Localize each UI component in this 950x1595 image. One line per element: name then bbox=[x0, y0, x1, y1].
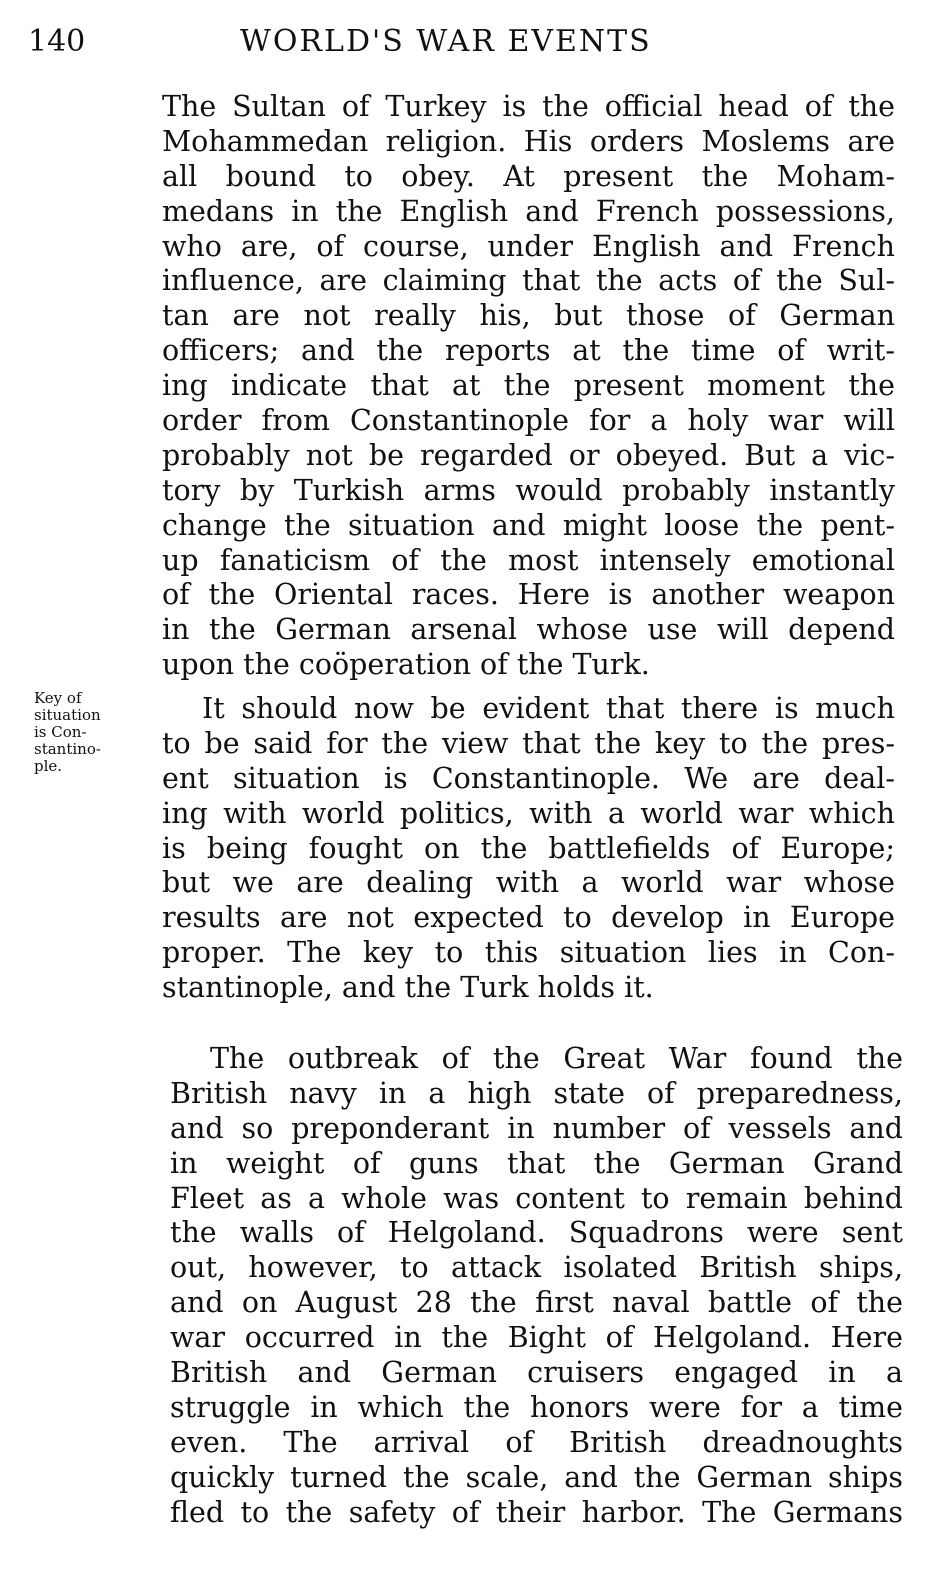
text-line: struggle in which the honors were for a time bbox=[170, 1390, 903, 1424]
text-line: medans in the English and French possessions, bbox=[162, 194, 895, 228]
text-line: ent situation is Constantinople. We are deal- bbox=[162, 761, 895, 795]
text-line: in the German arsenal whose use will depend bbox=[162, 613, 895, 647]
text-line: who are, of course, under English and French bbox=[162, 229, 895, 263]
margin-note-line: Key of bbox=[34, 689, 82, 707]
text-line: upon the coöperation of the Turk. bbox=[162, 648, 650, 682]
text-line: probably not be regarded or obeyed. But a vic- bbox=[162, 438, 895, 472]
text-line: the walls of Helgoland. Squadrons were sent bbox=[170, 1216, 903, 1250]
text-line: is being fought on the battlefields of Europe; bbox=[162, 831, 895, 865]
text-line: and on August 28 the first naval battle of the bbox=[170, 1286, 903, 1320]
text-line: It should now be evident that there is much bbox=[202, 692, 895, 725]
text-line: up fanaticism of the most intensely emotional bbox=[162, 543, 895, 577]
text-line: British navy in a high state of preparedness, bbox=[170, 1076, 903, 1110]
paragraph-sultan bbox=[162, 90, 895, 683]
text-line: war occurred in the Bight of Helgoland. Here bbox=[170, 1321, 903, 1355]
text-line: stantinople, and the Turk holds it. bbox=[162, 971, 654, 1005]
text-line: out, however, to attack isolated British ships, bbox=[170, 1251, 903, 1285]
text-line: order from Constantinople for a holy war will bbox=[162, 404, 895, 438]
text-line: all bound to obey. At present the Moham- bbox=[162, 159, 895, 193]
text-line: results are not expected to develop in Europe bbox=[162, 901, 895, 935]
margin-note bbox=[34, 690, 154, 775]
text-line: proper. The key to this situation lies in Con- bbox=[162, 936, 895, 970]
text-line: ing indicate that at the present moment the bbox=[162, 369, 895, 403]
text-line: and so preponderant in number of vessels and bbox=[170, 1111, 903, 1145]
text-line: officers; and the reports at the time of writ- bbox=[162, 334, 895, 368]
text-line: tan are not really his, but those of German bbox=[162, 299, 895, 333]
text-line: ing with world politics, with a world war which bbox=[162, 796, 895, 830]
text-line: fled to the safety of their harbor. The Germans bbox=[170, 1495, 903, 1529]
running-head: WORLD'S WAR EVENTS bbox=[240, 24, 652, 59]
margin-note-line: situation bbox=[34, 706, 101, 724]
paragraph-constantinople bbox=[162, 692, 895, 1006]
text-line: The outbreak of the Great War found the bbox=[210, 1042, 903, 1075]
text-line: tory by Turkish arms would probably instantly bbox=[162, 473, 895, 507]
text-line: change the situation and might loose the pent- bbox=[162, 508, 895, 542]
text-line: The Sultan of Turkey is the official head of the bbox=[162, 90, 895, 123]
text-line: to be said for the view that the key to the pres- bbox=[162, 726, 895, 760]
text-line: even. The arrival of British dreadnoughts bbox=[170, 1425, 903, 1459]
text-line: Fleet as a whole was content to remain behind bbox=[170, 1181, 903, 1215]
text-line: of the Oriental races. Here is another weapon bbox=[162, 578, 895, 612]
margin-note-line: stantino- bbox=[34, 740, 101, 758]
text-line: but we are dealing with a world war whose bbox=[162, 866, 895, 900]
margin-note-line: is Con- bbox=[34, 723, 87, 741]
page-number: 140 bbox=[28, 24, 86, 59]
text-line: British and German cruisers engaged in a bbox=[170, 1356, 903, 1390]
text-line: Mohammedan religion. His orders Moslems are bbox=[162, 124, 895, 158]
text-line: quickly turned the scale, and the German ships bbox=[170, 1460, 903, 1494]
text-line: influence, are claiming that the acts of the Sul- bbox=[162, 264, 895, 298]
text-line: in weight of guns that the German Grand bbox=[170, 1146, 903, 1180]
margin-note-line: ple. bbox=[34, 757, 63, 775]
paragraph-navy bbox=[170, 1042, 903, 1530]
